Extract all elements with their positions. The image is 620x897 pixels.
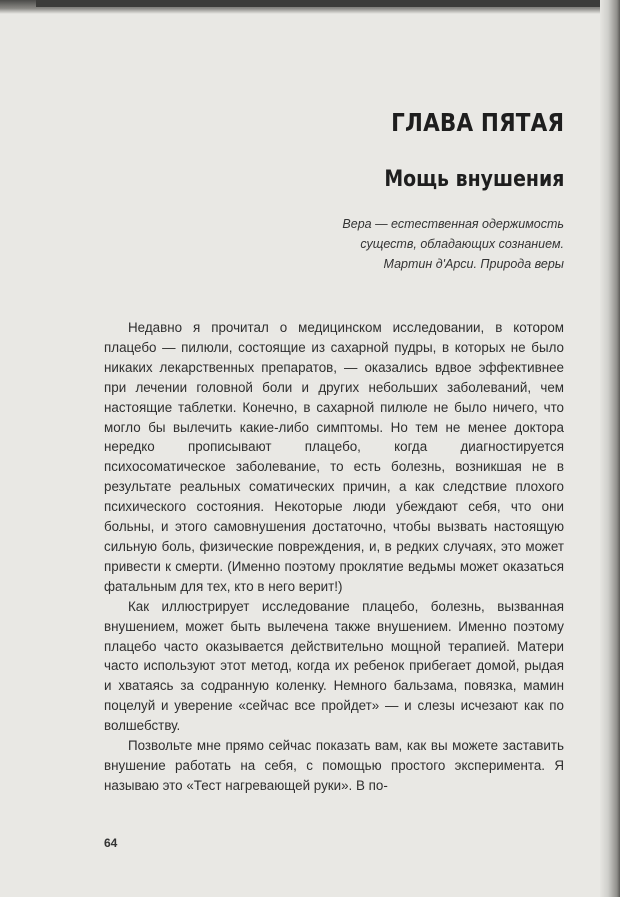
paragraph-2: Как иллюстрирует исследование плацебо, болезнь, вызванная внушением, может быть вылечена также внушением. Именно поэтому плацебо часто оказывается действительно мощной терапией. Матери часто используют этот метод, когда их ребенок прибегает домой, рыдая и хватаясь за содранную коленку. Немного бальзама, повязка, мамин поцелуй и уверение «сейчас все пройдет» — и слезы исчезают как по волшебству.: [104, 598, 564, 734]
chapter-title: ГЛАВА ПЯТАЯ: [390, 108, 564, 137]
epigraph-quote-line-2: существ, обладающих сознанием.: [360, 237, 564, 251]
book-spine-shadow: [600, 0, 620, 897]
epigraph: [244, 214, 564, 274]
paragraph-1: Недавно я прочитал о медицинском исследовании, в котором плацебо — пилюли, состоящие из сахарной пудры, в которых не было никаких лекарственных препаратов, — оказались вдвое эффективнее при лечении головной боли и других небольших заболеваний, чем настоящие таблетки. Конечно, в сахарной пилюле не было ничего, что могло бы вылечить какие-либо симптомы. Но тем не менее доктора нередко прописывают плацебо, когда диагностируется психосоматическое заболевание, то есть болезнь, возникшая не в результате реальных соматических причин, а как следствие плохого психического состояния. Некоторые люди убеждают себя, что они больны, и этого самовнушения достаточно, чтобы вызвать настоящую сильную боль, физические повреждения, и, в редких случаях, это может привести к смерти. (Именно поэтому проклятие ведьмы может оказаться фатальным для тех, кто в него верит!): [104, 320, 564, 594]
body-text: [104, 318, 564, 796]
chapter-subtitle: Мощь внушения: [383, 167, 564, 192]
epigraph-quote-line-1: Вера — естественная одержимость: [342, 217, 564, 231]
epigraph-attribution: Мартин д'Арси. Природа веры: [383, 257, 564, 271]
page-top-edge-dark: [36, 0, 620, 7]
paragraph-3: Позвольте мне прямо сейчас показать вам, как вы можете заставить внушение работать на себя, с помощью простого эксперимента. Я называю это «Тест нагревающей руки». В по-: [104, 738, 564, 793]
page-number: 64: [104, 836, 118, 850]
